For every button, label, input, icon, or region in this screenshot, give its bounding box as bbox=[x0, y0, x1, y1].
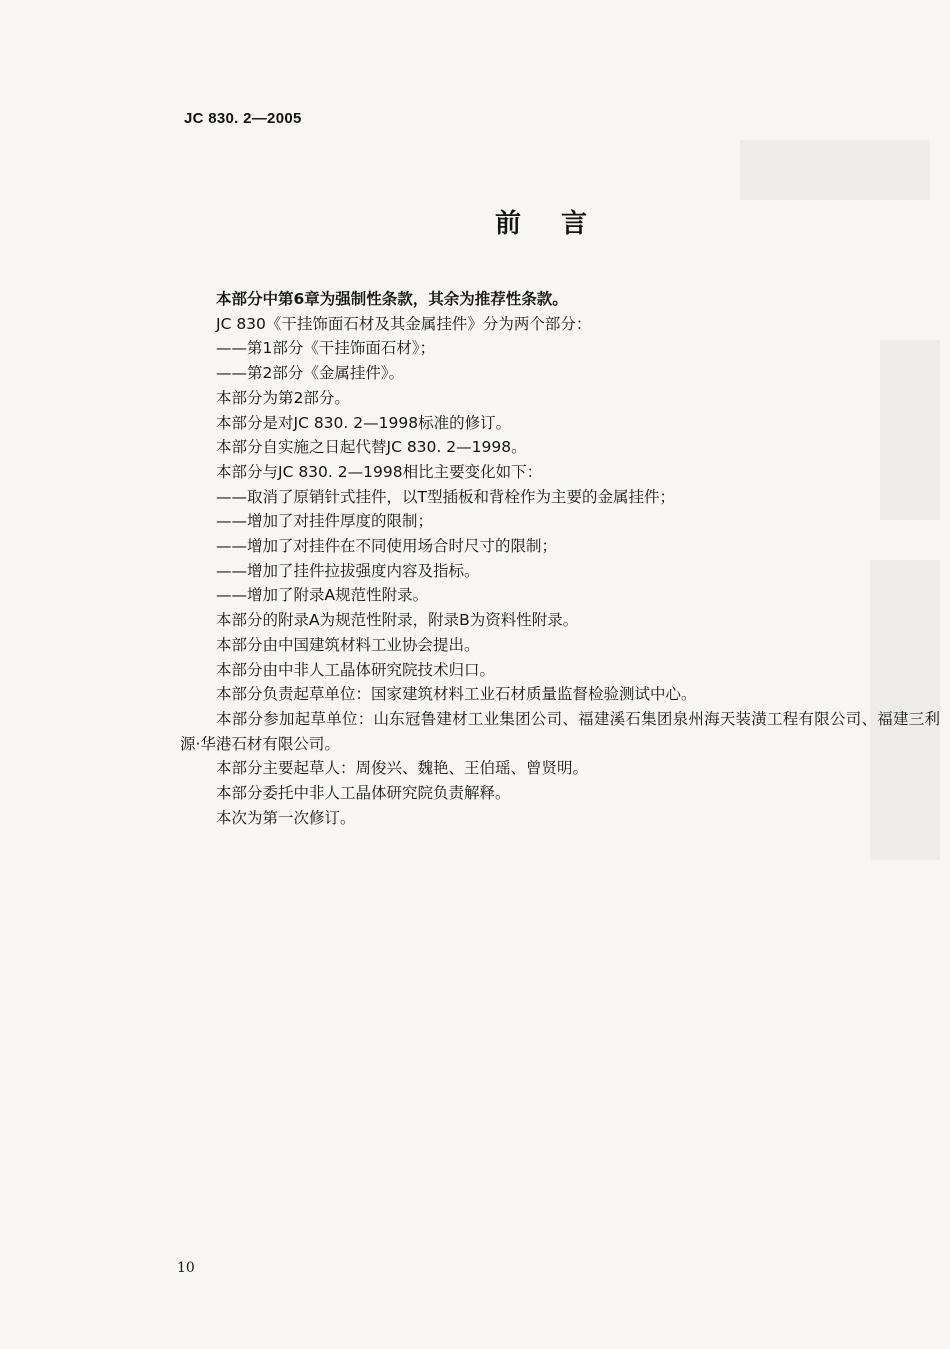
paragraph: ——第1部分《干挂饰面石材》； bbox=[216, 339, 436, 358]
paragraph: 本部分由中非人工晶体研究院技术归口。 bbox=[216, 660, 496, 679]
page-title: 前言 bbox=[494, 209, 627, 239]
paragraph: ——增加了对挂件在不同使用场合时尺寸的限制； bbox=[216, 537, 558, 556]
paragraph: 本部分由中国建筑材料工业协会提出。 bbox=[216, 635, 480, 654]
paragraph: 本部分委托中非人工晶体研究院负责解释。 bbox=[216, 784, 511, 803]
paragraph: ——增加了附录A规范性附录。 bbox=[216, 586, 429, 605]
paragraph: ——增加了挂件拉拔强度内容及指标。 bbox=[216, 561, 480, 580]
paragraph: 本部分是对JC 830. 2—1998标准的修订。 bbox=[216, 413, 512, 432]
paragraph: 本部分中第6章为强制性条款，其余为推荐性条款。 bbox=[216, 290, 568, 308]
paragraph: ——取消了原销针式挂件，以T型插板和背栓作为主要的金属挂件； bbox=[216, 487, 675, 506]
paragraph: 本部分自实施之日起代替JC 830. 2—1998。 bbox=[216, 438, 527, 457]
paragraph: 本部分为第2部分。 bbox=[216, 388, 350, 407]
show-through-artifact bbox=[740, 140, 930, 200]
document-code: JC 830. 2—2005 bbox=[184, 110, 302, 127]
paragraph: 本部分的附录A为规范性附录，附录B为资料性附录。 bbox=[216, 611, 579, 630]
foreword-body bbox=[180, 287, 940, 830]
paragraph: 本部分参加起草单位：山东冠鲁建材工业集团公司、福建溪石集团泉州海天装潢工程有限公司、福建三利源·华港石材有限公司。 bbox=[180, 709, 940, 753]
page-number: 10 bbox=[177, 1260, 195, 1276]
paragraph: JC 830《干挂饰面石材及其金属挂件》分为两个部分： bbox=[216, 314, 592, 333]
paragraph: 本次为第一次修订。 bbox=[216, 808, 356, 827]
paragraph: 本部分与JC 830. 2—1998相比主要变化如下： bbox=[216, 462, 543, 481]
paragraph: ——第2部分《金属挂件》。 bbox=[216, 364, 405, 383]
paragraph: 本部分主要起草人：周俊兴、魏艳、王伯瑶、曾贤明。 bbox=[216, 759, 589, 778]
paragraph: ——增加了对挂件厚度的限制； bbox=[216, 512, 434, 531]
paragraph: 本部分负责起草单位：国家建筑材料工业石材质量监督检验测试中心。 bbox=[216, 685, 697, 704]
